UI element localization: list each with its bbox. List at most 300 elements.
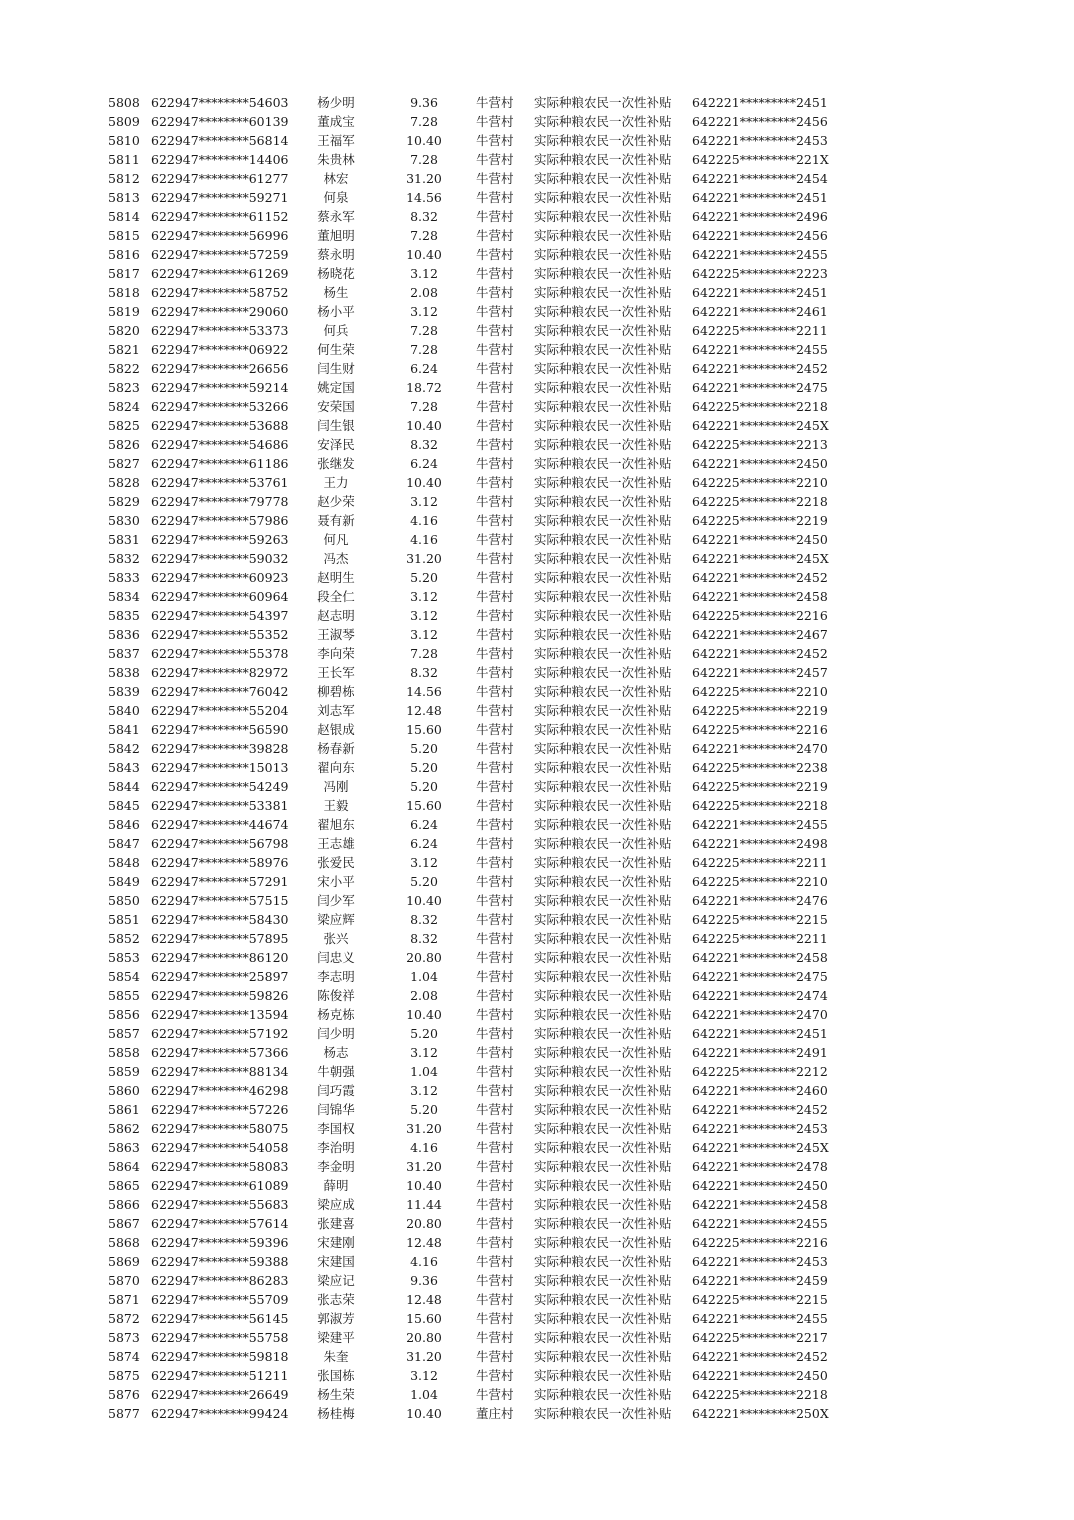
row-number: 5836 bbox=[108, 627, 140, 642]
subsidy-amount: 10.40 bbox=[406, 475, 442, 490]
subsidy-amount: 3.12 bbox=[410, 494, 438, 509]
farmer-name: 翟旭东 bbox=[317, 817, 355, 832]
village-name: 董庄村 bbox=[476, 1406, 514, 1421]
bank-card-number: 622947********53373 bbox=[151, 323, 289, 338]
subsidy-type: 实际种粮农民一次性补贴 bbox=[534, 570, 672, 585]
table-row bbox=[0, 587, 1074, 606]
bank-card-number: 622947********57291 bbox=[151, 874, 289, 889]
farmer-name: 董成宝 bbox=[317, 114, 355, 129]
bank-card-number: 622947********53266 bbox=[151, 399, 289, 414]
village-name: 牛营村 bbox=[476, 627, 514, 642]
village-name: 牛营村 bbox=[476, 1273, 514, 1288]
id-number: 642225*********2211 bbox=[692, 323, 828, 338]
id-number: 642221*********2453 bbox=[692, 133, 828, 148]
village-name: 牛营村 bbox=[476, 304, 514, 319]
row-number: 5809 bbox=[108, 114, 140, 129]
village-name: 牛营村 bbox=[476, 893, 514, 908]
farmer-name: 安泽民 bbox=[317, 437, 355, 452]
table-row bbox=[0, 1043, 1074, 1062]
subsidy-type: 实际种粮农民一次性补贴 bbox=[534, 1311, 672, 1326]
subsidy-amount: 10.40 bbox=[406, 1007, 442, 1022]
subsidy-amount: 1.04 bbox=[410, 969, 438, 984]
id-number: 642221*********250X bbox=[692, 1406, 829, 1421]
bank-card-number: 622947********14406 bbox=[151, 152, 289, 167]
farmer-name: 杨少明 bbox=[317, 95, 355, 110]
subsidy-amount: 5.20 bbox=[410, 1026, 438, 1041]
village-name: 牛营村 bbox=[476, 912, 514, 927]
id-number: 642221*********2459 bbox=[692, 1273, 828, 1288]
village-name: 牛营村 bbox=[476, 532, 514, 547]
id-number: 642225*********2219 bbox=[692, 703, 828, 718]
row-number: 5858 bbox=[108, 1045, 140, 1060]
bank-card-number: 622947********58976 bbox=[151, 855, 289, 870]
village-name: 牛营村 bbox=[476, 266, 514, 281]
table-row bbox=[0, 549, 1074, 568]
row-number: 5864 bbox=[108, 1159, 140, 1174]
farmer-name: 聂有新 bbox=[317, 513, 355, 528]
table-row bbox=[0, 568, 1074, 587]
row-number: 5822 bbox=[108, 361, 140, 376]
bank-card-number: 622947********46298 bbox=[151, 1083, 289, 1098]
subsidy-amount: 6.24 bbox=[410, 361, 438, 376]
bank-card-number: 622947********29060 bbox=[151, 304, 289, 319]
village-name: 牛营村 bbox=[476, 1121, 514, 1136]
subsidy-amount: 7.28 bbox=[410, 342, 438, 357]
bank-card-number: 622947********51211 bbox=[151, 1368, 289, 1383]
farmer-name: 柳碧栋 bbox=[317, 684, 355, 699]
subsidy-amount: 20.80 bbox=[406, 950, 442, 965]
id-number: 642225*********2216 bbox=[692, 722, 828, 737]
bank-card-number: 622947********57515 bbox=[151, 893, 289, 908]
subsidy-amount: 14.56 bbox=[406, 190, 442, 205]
village-name: 牛营村 bbox=[476, 931, 514, 946]
row-number: 5855 bbox=[108, 988, 140, 1003]
bank-card-number: 622947********54686 bbox=[151, 437, 289, 452]
bank-card-number: 622947********57226 bbox=[151, 1102, 289, 1117]
bank-card-number: 622947********59032 bbox=[151, 551, 289, 566]
table-row bbox=[0, 872, 1074, 891]
subsidy-amount: 5.20 bbox=[410, 570, 438, 585]
subsidy-amount: 6.24 bbox=[410, 817, 438, 832]
row-number: 5859 bbox=[108, 1064, 140, 1079]
subsidy-amount: 7.28 bbox=[410, 399, 438, 414]
table-row bbox=[0, 891, 1074, 910]
row-number: 5868 bbox=[108, 1235, 140, 1250]
subsidy-type: 实际种粮农民一次性补贴 bbox=[534, 589, 672, 604]
village-name: 牛营村 bbox=[476, 1216, 514, 1231]
farmer-name: 张继发 bbox=[317, 456, 355, 471]
subsidy-type: 实际种粮农民一次性补贴 bbox=[534, 1083, 672, 1098]
id-number: 642225*********2218 bbox=[692, 399, 828, 414]
subsidy-type: 实际种粮农民一次性补贴 bbox=[534, 114, 672, 129]
row-number: 5824 bbox=[108, 399, 140, 414]
id-number: 642221*********2475 bbox=[692, 969, 828, 984]
subsidy-type: 实际种粮农民一次性补贴 bbox=[534, 1330, 672, 1345]
farmer-name: 何生荣 bbox=[317, 342, 355, 357]
village-name: 牛营村 bbox=[476, 114, 514, 129]
village-name: 牛营村 bbox=[476, 1349, 514, 1364]
village-name: 牛营村 bbox=[476, 475, 514, 490]
bank-card-number: 622947********82972 bbox=[151, 665, 289, 680]
subsidy-type: 实际种粮农民一次性补贴 bbox=[534, 456, 672, 471]
id-number: 642221*********2458 bbox=[692, 1197, 828, 1212]
id-number: 642221*********2451 bbox=[692, 1026, 828, 1041]
subsidy-type: 实际种粮农民一次性补贴 bbox=[534, 798, 672, 813]
id-number: 642225*********2215 bbox=[692, 912, 828, 927]
id-number: 642221*********2496 bbox=[692, 209, 828, 224]
subsidy-amount: 6.24 bbox=[410, 836, 438, 851]
bank-card-number: 622947********56798 bbox=[151, 836, 289, 851]
row-number: 5876 bbox=[108, 1387, 140, 1402]
subsidy-amount: 31.20 bbox=[406, 1121, 442, 1136]
village-name: 牛营村 bbox=[476, 646, 514, 661]
id-number: 642221*********2451 bbox=[692, 95, 828, 110]
id-number: 642221*********2451 bbox=[692, 190, 828, 205]
subsidy-type: 实际种粮农民一次性补贴 bbox=[534, 1197, 672, 1212]
table-row bbox=[0, 796, 1074, 815]
farmer-name: 闫忠义 bbox=[317, 950, 355, 965]
table-row bbox=[0, 1138, 1074, 1157]
village-name: 牛营村 bbox=[476, 1387, 514, 1402]
row-number: 5848 bbox=[108, 855, 140, 870]
subsidy-type: 实际种粮农民一次性补贴 bbox=[534, 399, 672, 414]
farmer-name: 杨桂梅 bbox=[317, 1406, 355, 1421]
subsidy-type: 实际种粮农民一次性补贴 bbox=[534, 133, 672, 148]
table-row bbox=[0, 1347, 1074, 1366]
bank-card-number: 622947********56590 bbox=[151, 722, 289, 737]
bank-card-number: 622947********79778 bbox=[151, 494, 289, 509]
table-row bbox=[0, 625, 1074, 644]
id-number: 642225*********2216 bbox=[692, 608, 828, 623]
farmer-name: 闫巧霞 bbox=[317, 1083, 355, 1098]
id-number: 642225*********2211 bbox=[692, 931, 828, 946]
row-number: 5869 bbox=[108, 1254, 140, 1269]
row-number: 5851 bbox=[108, 912, 140, 927]
id-number: 642225*********2218 bbox=[692, 494, 828, 509]
table-row bbox=[0, 340, 1074, 359]
farmer-name: 朱贵林 bbox=[317, 152, 355, 167]
farmer-name: 冯杰 bbox=[323, 551, 349, 566]
bank-card-number: 622947********26649 bbox=[151, 1387, 289, 1402]
bank-card-number: 622947********86283 bbox=[151, 1273, 289, 1288]
bank-card-number: 622947********59826 bbox=[151, 988, 289, 1003]
table-row bbox=[0, 1157, 1074, 1176]
table-row bbox=[0, 226, 1074, 245]
bank-card-number: 622947********59214 bbox=[151, 380, 289, 395]
table-row bbox=[0, 758, 1074, 777]
subsidy-type: 实际种粮农民一次性补贴 bbox=[534, 836, 672, 851]
village-name: 牛营村 bbox=[476, 361, 514, 376]
subsidy-amount: 4.16 bbox=[410, 532, 438, 547]
subsidy-type: 实际种粮农民一次性补贴 bbox=[534, 152, 672, 167]
subsidy-type: 实际种粮农民一次性补贴 bbox=[534, 1064, 672, 1079]
farmer-name: 段全仁 bbox=[317, 589, 355, 604]
table-row bbox=[0, 112, 1074, 131]
farmer-name: 李国权 bbox=[317, 1121, 355, 1136]
table-row bbox=[0, 511, 1074, 530]
row-number: 5842 bbox=[108, 741, 140, 756]
bank-card-number: 622947********58075 bbox=[151, 1121, 289, 1136]
village-name: 牛营村 bbox=[476, 741, 514, 756]
table-row bbox=[0, 302, 1074, 321]
subsidy-amount: 1.04 bbox=[410, 1387, 438, 1402]
id-number: 642221*********245X bbox=[692, 418, 829, 433]
subsidy-type: 实际种粮农民一次性补贴 bbox=[534, 1045, 672, 1060]
id-number: 642221*********2451 bbox=[692, 285, 828, 300]
table-row bbox=[0, 1119, 1074, 1138]
bank-card-number: 622947********58430 bbox=[151, 912, 289, 927]
farmer-name: 翟向东 bbox=[317, 760, 355, 775]
subsidy-amount: 10.40 bbox=[406, 133, 442, 148]
subsidy-type: 实际种粮农民一次性补贴 bbox=[534, 950, 672, 965]
village-name: 牛营村 bbox=[476, 551, 514, 566]
subsidy-type: 实际种粮农民一次性补贴 bbox=[534, 1273, 672, 1288]
id-number: 642221*********2450 bbox=[692, 1178, 828, 1193]
subsidy-type: 实际种粮农民一次性补贴 bbox=[534, 760, 672, 775]
subsidy-amount: 8.32 bbox=[410, 437, 438, 452]
village-name: 牛营村 bbox=[476, 1368, 514, 1383]
village-name: 牛营村 bbox=[476, 456, 514, 471]
village-name: 牛营村 bbox=[476, 209, 514, 224]
row-number: 5872 bbox=[108, 1311, 140, 1326]
subsidy-type: 实际种粮农民一次性补贴 bbox=[534, 627, 672, 642]
farmer-name: 王力 bbox=[323, 475, 349, 490]
bank-card-number: 622947********59388 bbox=[151, 1254, 289, 1269]
table-row bbox=[0, 910, 1074, 929]
subsidy-amount: 12.48 bbox=[406, 703, 442, 718]
row-number: 5816 bbox=[108, 247, 140, 262]
village-name: 牛营村 bbox=[476, 874, 514, 889]
id-number: 642225*********2210 bbox=[692, 475, 828, 490]
farmer-name: 王长军 bbox=[317, 665, 355, 680]
subsidy-amount: 12.48 bbox=[406, 1235, 442, 1250]
row-number: 5830 bbox=[108, 513, 140, 528]
id-number: 642221*********2475 bbox=[692, 380, 828, 395]
farmer-name: 闫锦华 bbox=[317, 1102, 355, 1117]
farmer-name: 王志雄 bbox=[317, 836, 355, 851]
farmer-name: 王淑琴 bbox=[317, 627, 355, 642]
table-row bbox=[0, 473, 1074, 492]
table-row bbox=[0, 397, 1074, 416]
row-number: 5870 bbox=[108, 1273, 140, 1288]
farmer-name: 杨生 bbox=[323, 285, 349, 300]
subsidy-amount: 10.40 bbox=[406, 418, 442, 433]
id-number: 642225*********2218 bbox=[692, 1387, 828, 1402]
subsidy-type: 实际种粮农民一次性补贴 bbox=[534, 1235, 672, 1250]
id-number: 642221*********2460 bbox=[692, 1083, 828, 1098]
table-row bbox=[0, 264, 1074, 283]
farmer-name: 梁应成 bbox=[317, 1197, 355, 1212]
village-name: 牛营村 bbox=[476, 1235, 514, 1250]
id-number: 642221*********2452 bbox=[692, 1102, 828, 1117]
farmer-name: 郭淑芳 bbox=[317, 1311, 355, 1326]
village-name: 牛营村 bbox=[476, 323, 514, 338]
village-name: 牛营村 bbox=[476, 589, 514, 604]
village-name: 牛营村 bbox=[476, 247, 514, 262]
village-name: 牛营村 bbox=[476, 570, 514, 585]
village-name: 牛营村 bbox=[476, 190, 514, 205]
subsidy-amount: 4.16 bbox=[410, 1140, 438, 1155]
row-number: 5831 bbox=[108, 532, 140, 547]
farmer-name: 宋小平 bbox=[317, 874, 355, 889]
row-number: 5833 bbox=[108, 570, 140, 585]
row-number: 5866 bbox=[108, 1197, 140, 1212]
row-number: 5829 bbox=[108, 494, 140, 509]
id-number: 642225*********2210 bbox=[692, 684, 828, 699]
subsidy-type: 实际种粮农民一次性补贴 bbox=[534, 874, 672, 889]
row-number: 5820 bbox=[108, 323, 140, 338]
subsidy-type: 实际种粮农民一次性补贴 bbox=[534, 779, 672, 794]
subsidy-amount: 9.36 bbox=[410, 95, 438, 110]
village-name: 牛营村 bbox=[476, 969, 514, 984]
village-name: 牛营村 bbox=[476, 513, 514, 528]
row-number: 5845 bbox=[108, 798, 140, 813]
row-number: 5853 bbox=[108, 950, 140, 965]
bank-card-number: 622947********60964 bbox=[151, 589, 289, 604]
bank-card-number: 622947********59263 bbox=[151, 532, 289, 547]
farmer-name: 赵银成 bbox=[317, 722, 355, 737]
subsidy-type: 实际种粮农民一次性补贴 bbox=[534, 912, 672, 927]
subsidy-type: 实际种粮农民一次性补贴 bbox=[534, 228, 672, 243]
subsidy-amount: 3.12 bbox=[410, 608, 438, 623]
farmer-name: 闫少明 bbox=[317, 1026, 355, 1041]
row-number: 5843 bbox=[108, 760, 140, 775]
farmer-name: 闫生银 bbox=[317, 418, 355, 433]
village-name: 牛营村 bbox=[476, 342, 514, 357]
row-number: 5826 bbox=[108, 437, 140, 452]
bank-card-number: 622947********76042 bbox=[151, 684, 289, 699]
table-row bbox=[0, 245, 1074, 264]
subsidy-amount: 3.12 bbox=[410, 627, 438, 642]
table-row bbox=[0, 416, 1074, 435]
farmer-name: 安荣国 bbox=[317, 399, 355, 414]
subsidy-amount: 3.12 bbox=[410, 1083, 438, 1098]
subsidy-amount: 10.40 bbox=[406, 1406, 442, 1421]
bank-card-number: 622947********61277 bbox=[151, 171, 289, 186]
bank-card-number: 622947********57192 bbox=[151, 1026, 289, 1041]
farmer-name: 刘志军 bbox=[317, 703, 355, 718]
subsidy-type: 实际种粮农民一次性补贴 bbox=[534, 1349, 672, 1364]
subsidy-type: 实际种粮农民一次性补贴 bbox=[534, 893, 672, 908]
subsidy-amount: 15.60 bbox=[406, 722, 442, 737]
village-name: 牛营村 bbox=[476, 1292, 514, 1307]
id-number: 642221*********2467 bbox=[692, 627, 828, 642]
farmer-name: 张爱民 bbox=[317, 855, 355, 870]
subsidy-amount: 6.24 bbox=[410, 456, 438, 471]
subsidy-amount: 2.08 bbox=[410, 988, 438, 1003]
village-name: 牛营村 bbox=[476, 1330, 514, 1345]
village-name: 牛营村 bbox=[476, 798, 514, 813]
bank-card-number: 622947********25897 bbox=[151, 969, 289, 984]
subsidy-type: 实际种粮农民一次性补贴 bbox=[534, 969, 672, 984]
id-number: 642221*********2454 bbox=[692, 171, 828, 186]
bank-card-number: 622947********06922 bbox=[151, 342, 289, 357]
subsidy-table bbox=[0, 93, 1074, 1423]
subsidy-amount: 15.60 bbox=[406, 1311, 442, 1326]
bank-card-number: 622947********99424 bbox=[151, 1406, 289, 1421]
farmer-name: 张兴 bbox=[323, 931, 349, 946]
bank-card-number: 622947********58752 bbox=[151, 285, 289, 300]
farmer-name: 杨春新 bbox=[317, 741, 355, 756]
table-row bbox=[0, 1062, 1074, 1081]
subsidy-type: 实际种粮农民一次性补贴 bbox=[534, 1292, 672, 1307]
row-number: 5847 bbox=[108, 836, 140, 851]
bank-card-number: 622947********59818 bbox=[151, 1349, 289, 1364]
table-row bbox=[0, 834, 1074, 853]
subsidy-amount: 3.12 bbox=[410, 589, 438, 604]
farmer-name: 李金明 bbox=[317, 1159, 355, 1174]
bank-card-number: 622947********59271 bbox=[151, 190, 289, 205]
table-row bbox=[0, 777, 1074, 796]
subsidy-type: 实际种粮农民一次性补贴 bbox=[534, 1368, 672, 1383]
table-row bbox=[0, 283, 1074, 302]
subsidy-type: 实际种粮农民一次性补贴 bbox=[534, 247, 672, 262]
table-row bbox=[0, 701, 1074, 720]
bank-card-number: 622947********61186 bbox=[151, 456, 289, 471]
subsidy-amount: 8.32 bbox=[410, 209, 438, 224]
farmer-name: 杨小平 bbox=[317, 304, 355, 319]
subsidy-type: 实际种粮农民一次性补贴 bbox=[534, 342, 672, 357]
id-number: 642221*********2455 bbox=[692, 1311, 828, 1326]
subsidy-amount: 5.20 bbox=[410, 760, 438, 775]
table-row bbox=[0, 929, 1074, 948]
bank-card-number: 622947********55709 bbox=[151, 1292, 289, 1307]
table-row bbox=[0, 131, 1074, 150]
id-number: 642221*********2457 bbox=[692, 665, 828, 680]
subsidy-amount: 31.20 bbox=[406, 1159, 442, 1174]
row-number: 5856 bbox=[108, 1007, 140, 1022]
village-name: 牛营村 bbox=[476, 380, 514, 395]
table-row bbox=[0, 188, 1074, 207]
table-row bbox=[0, 150, 1074, 169]
table-row bbox=[0, 1176, 1074, 1195]
subsidy-type: 实际种粮农民一次性补贴 bbox=[534, 665, 672, 680]
subsidy-type: 实际种粮农民一次性补贴 bbox=[534, 855, 672, 870]
subsidy-type: 实际种粮农民一次性补贴 bbox=[534, 494, 672, 509]
table-row bbox=[0, 454, 1074, 473]
bank-card-number: 622947********13594 bbox=[151, 1007, 289, 1022]
id-number: 642225*********2210 bbox=[692, 874, 828, 889]
id-number: 642221*********2450 bbox=[692, 532, 828, 547]
subsidy-amount: 5.20 bbox=[410, 741, 438, 756]
bank-card-number: 622947********57986 bbox=[151, 513, 289, 528]
subsidy-amount: 10.40 bbox=[406, 893, 442, 908]
subsidy-type: 实际种粮农民一次性补贴 bbox=[534, 722, 672, 737]
table-row bbox=[0, 1100, 1074, 1119]
table-row bbox=[0, 1271, 1074, 1290]
farmer-name: 蔡永明 bbox=[317, 247, 355, 262]
table-row bbox=[0, 169, 1074, 188]
table-row bbox=[0, 378, 1074, 397]
farmer-name: 张志荣 bbox=[317, 1292, 355, 1307]
subsidy-type: 实际种粮农民一次性补贴 bbox=[534, 988, 672, 1003]
id-number: 642221*********2470 bbox=[692, 741, 828, 756]
farmer-name: 闫生财 bbox=[317, 361, 355, 376]
id-number: 642221*********2455 bbox=[692, 817, 828, 832]
row-number: 5849 bbox=[108, 874, 140, 889]
subsidy-type: 实际种粮农民一次性补贴 bbox=[534, 1026, 672, 1041]
table-row bbox=[0, 1404, 1074, 1423]
row-number: 5832 bbox=[108, 551, 140, 566]
row-number: 5810 bbox=[108, 133, 140, 148]
subsidy-type: 实际种粮农民一次性补贴 bbox=[534, 532, 672, 547]
subsidy-amount: 2.08 bbox=[410, 285, 438, 300]
farmer-name: 赵少荣 bbox=[317, 494, 355, 509]
village-name: 牛营村 bbox=[476, 437, 514, 452]
id-number: 642221*********2455 bbox=[692, 342, 828, 357]
id-number: 642225*********2217 bbox=[692, 1330, 828, 1345]
village-name: 牛营村 bbox=[476, 1045, 514, 1060]
